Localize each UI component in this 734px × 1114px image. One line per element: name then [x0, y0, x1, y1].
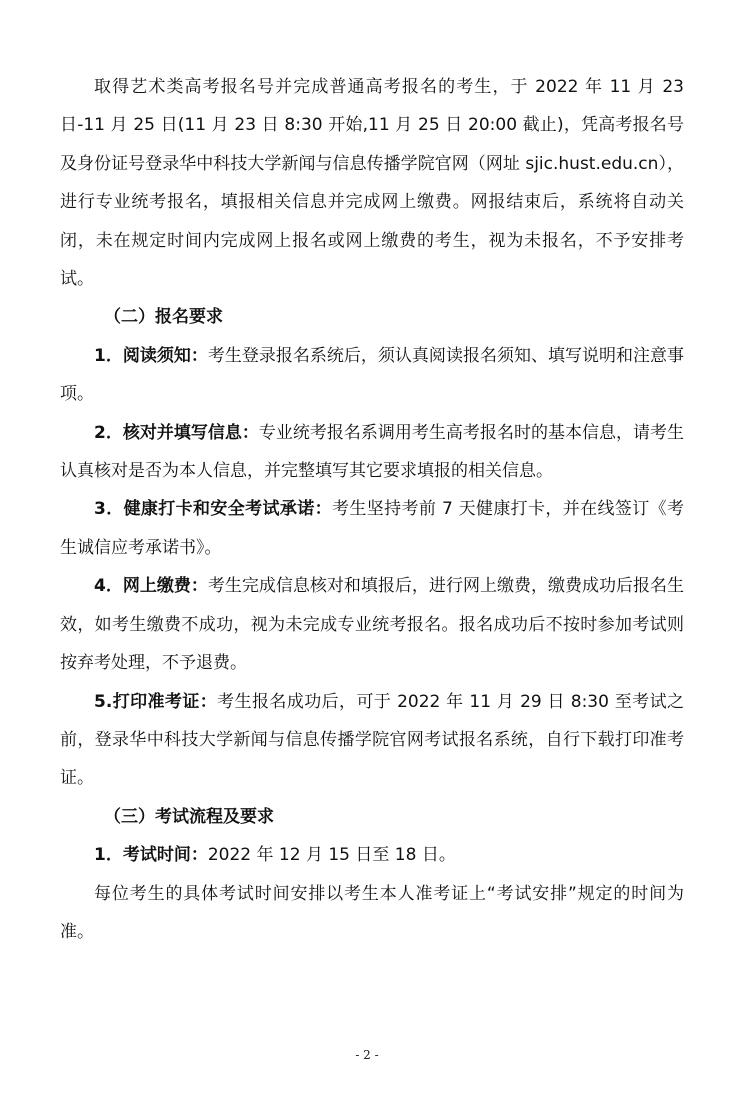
- requirement-item-2-label: 2．核对并填写信息：: [94, 422, 259, 443]
- requirement-item-2: [60, 414, 684, 491]
- section-heading-exam-process: （三）考试流程及要求: [104, 806, 274, 827]
- exam-item-1: [60, 836, 684, 874]
- requirement-item-4: [60, 567, 684, 682]
- document-body: [60, 68, 684, 951]
- exam-item-1-text: 2022 年 12 月 15 日至 18 日。: [207, 845, 456, 866]
- requirement-item-1: [60, 337, 684, 414]
- exam-schedule-note: 每位考生的具体考试时间安排以考生本人准考证上“考试安排”规定的时间为准。: [60, 883, 684, 942]
- requirement-item-1-label: 1．阅读须知：: [94, 345, 208, 366]
- requirement-item-1-text: 考生登录报名系统后，须认真阅读报名须知、填写说明和注意事项。: [60, 345, 684, 405]
- page-number: - 2 -: [355, 1048, 379, 1062]
- requirement-item-3-text: 考生坚持考前 7 天健康打卡，并在线签订《考生诚信应考承诺书》。: [60, 499, 685, 558]
- requirement-item-4-text: 考生完成信息核对和填报后，进行网上缴费，缴费成功后报名生效，如考生缴费不成功，视为未完成专业统考报名。报名成功后不按时参加考试则按弃考处理，不予退费。: [60, 576, 684, 674]
- requirement-item-3: [60, 490, 684, 567]
- requirement-item-2-text: 专业统考报名系调用考生高考报名时的基本信息，请考生认真核对是否为本人信息，并完整填写其它要求填报的相关信息。: [60, 422, 684, 482]
- intro-paragraph: 取得艺术类高考报名号并完成普通高考报名的考生，于 2022 年 11 月 23 日-11 月 25 日(11 月 23 日 8:30 开始,11 月 25 日 20:00 截止)，凭高考报名号及身份证号登录华中科技大学新闻与信息传播学院官网（网址 sjic.hust.edu.cn），进行专业统考报名，填报相关信息并完成网上缴费。网报结束后，系统将自动关闭，未在规定时间内完成网上报名或网上缴费的考生，视为未报名，不予安排考试。: [60, 77, 684, 290]
- requirement-item-5-label: 5.打印准考证：: [94, 691, 218, 712]
- requirement-item-5: [60, 683, 684, 798]
- requirement-item-5-text: 考生报名成功后，可于 2022 年 11 月 29 日 8:30 至考试之前，登录华中科技大学新闻与信息传播学院官网考试报名系统，自行下载打印准考证。: [60, 691, 684, 789]
- section-heading-requirements: （二）报名要求: [104, 307, 223, 328]
- requirement-item-4-label: 4．网上缴费：: [94, 576, 208, 597]
- exam-item-1-label: 1．考试时间：: [94, 845, 208, 866]
- requirement-item-3-label: 3．健康打卡和安全考试承诺：: [94, 499, 332, 520]
